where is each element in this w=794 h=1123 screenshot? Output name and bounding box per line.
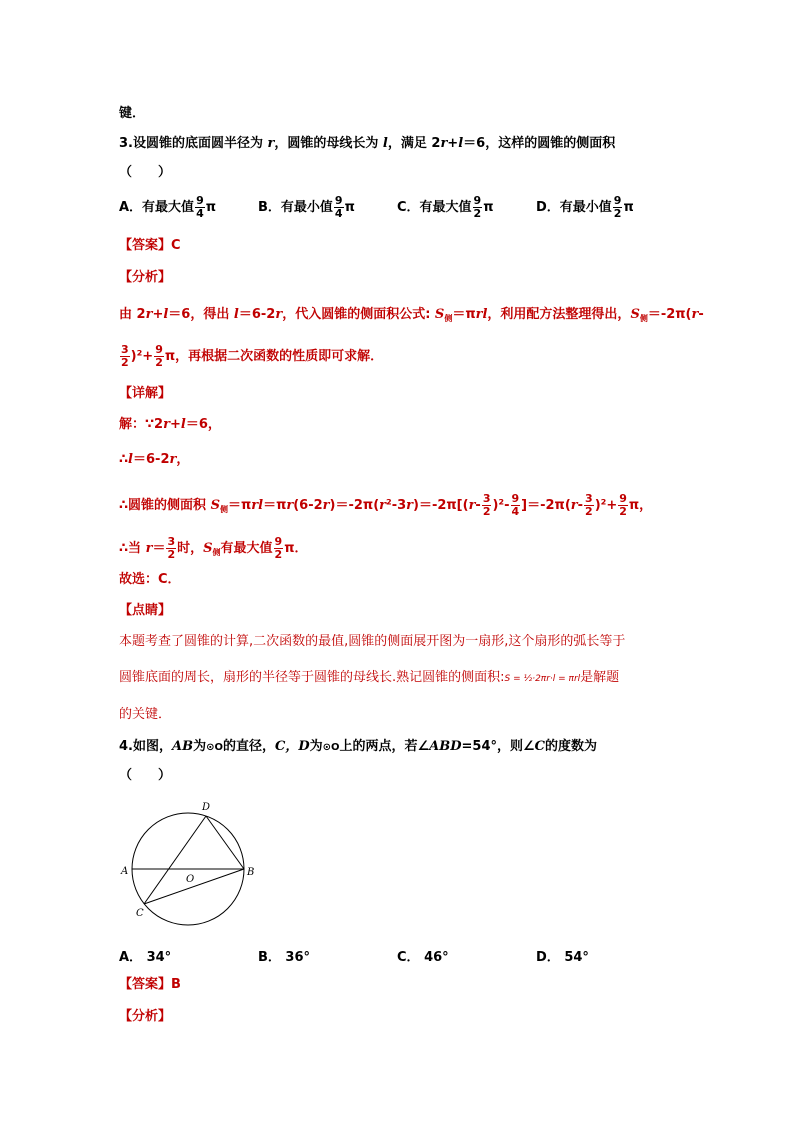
fraction: $\frac{9}{4}$ <box>196 194 204 220</box>
formula: S = ½·2πr·l = πrl <box>504 674 581 684</box>
q3-comment-line-3: 的关键． <box>119 707 172 722</box>
q3-comment-line-2: 圆锥底面的周长，扇形的半径等于圆锥的母线长.熟记圆锥的侧面积:S = ½·2πr·l = πrl是解题 <box>119 670 620 685</box>
question-3-stem: 3.设圆锥的底面圆半径为 r，圆锥的母线长为 l，满足 2r+l＝6，这样的圆锥的侧面积 <box>119 136 616 151</box>
q4-option-b[interactable]: B． 36° <box>258 950 311 965</box>
question-4-stem: 4.如图，AB为⊙O的直径，C，D为⊙O上的两点，若∠ABD=54°，则∠C的度数为 <box>119 739 598 754</box>
q3-detail-line-3: ∴圆锥的侧面积 $S_侧=\pi rl=\pi r(6-2r)=-2\pi(r^2-3r)=-2\pi[(r-$ $\frac{3}{2}$ )²- $\frac{9}{4}$ ]＝-2π(r- $\frac{3}{2}$ )²+ $\frac{9}{2}$ π， <box>119 492 653 518</box>
circle-diagram <box>118 795 268 935</box>
q3-detail-tag: 【详解】 <box>119 386 172 401</box>
q4-analysis-tag: 【分析】 <box>119 1009 172 1024</box>
chord-dc <box>144 816 206 904</box>
q3-detail-line-1: 解：∵2r+l＝6， <box>119 417 221 432</box>
q3-option-b[interactable]: B．有最小值 $\frac{9}{4}$ π <box>258 194 355 220</box>
q4-answer: 【答案】B <box>119 977 181 992</box>
fraction: $\frac{9}{2}$ <box>613 194 622 220</box>
label-o: O <box>186 874 195 885</box>
label-b: B <box>247 867 255 878</box>
label-d: D <box>202 802 211 813</box>
q3-analysis-line-2: $\frac{3}{2}$ )²+ $\frac{9}{2}$ π，再根据二次函数的性质即可求解． <box>121 343 384 369</box>
label-a: A <box>121 866 129 877</box>
previous-answer-tail: 键． <box>119 106 146 121</box>
fraction: $\frac{9}{2}$ <box>473 194 482 220</box>
q4-option-d[interactable]: D． 54° <box>536 950 589 965</box>
question-3-paren: （ ） <box>119 165 172 180</box>
q3-analysis-tag: 【分析】 <box>119 270 172 285</box>
label-c: C <box>136 908 144 919</box>
question-4-paren: （ ） <box>119 768 172 783</box>
q3-option-d[interactable]: D．有最小值 $\frac{9}{2}$ π <box>536 194 634 220</box>
q3-option-c[interactable]: C．有最大值 $\frac{9}{2}$ π <box>397 194 494 220</box>
q3-answer: 【答案】C <box>119 238 181 253</box>
q4-option-a[interactable]: A． 34° <box>119 950 172 965</box>
chord-db <box>206 816 244 869</box>
q3-analysis-line-1: 由 2r+l＝6，得出 l＝6-2r，代入圆锥的侧面积公式: $S_侧=\pi rl$，利用配方法整理得出，$S_侧=-2\pi(r-$ <box>119 307 704 323</box>
q3-comment-tag: 【点睛】 <box>119 603 172 618</box>
q3-detail-line-5: 故选：C． <box>119 572 181 587</box>
q3-option-a[interactable]: A．有最大值 $\frac{9}{4}$ π <box>119 194 217 220</box>
q3-detail-line-4: ∴当 r＝ $\frac{3}{2}$ 时，$S_侧$有最大值 $\frac{9}{2}$ π． <box>119 535 308 561</box>
q3-comment-line-1: 本题考查了圆锥的计算,二次函数的最值,圆锥的侧面展开图为一扇形,这个扇形的弧长等于 <box>119 634 626 649</box>
fraction: $\frac{9}{4}$ <box>334 194 343 220</box>
q4-option-c[interactable]: C． 46° <box>397 950 449 965</box>
q3-detail-line-2: ∴l＝6-2r， <box>119 452 190 467</box>
